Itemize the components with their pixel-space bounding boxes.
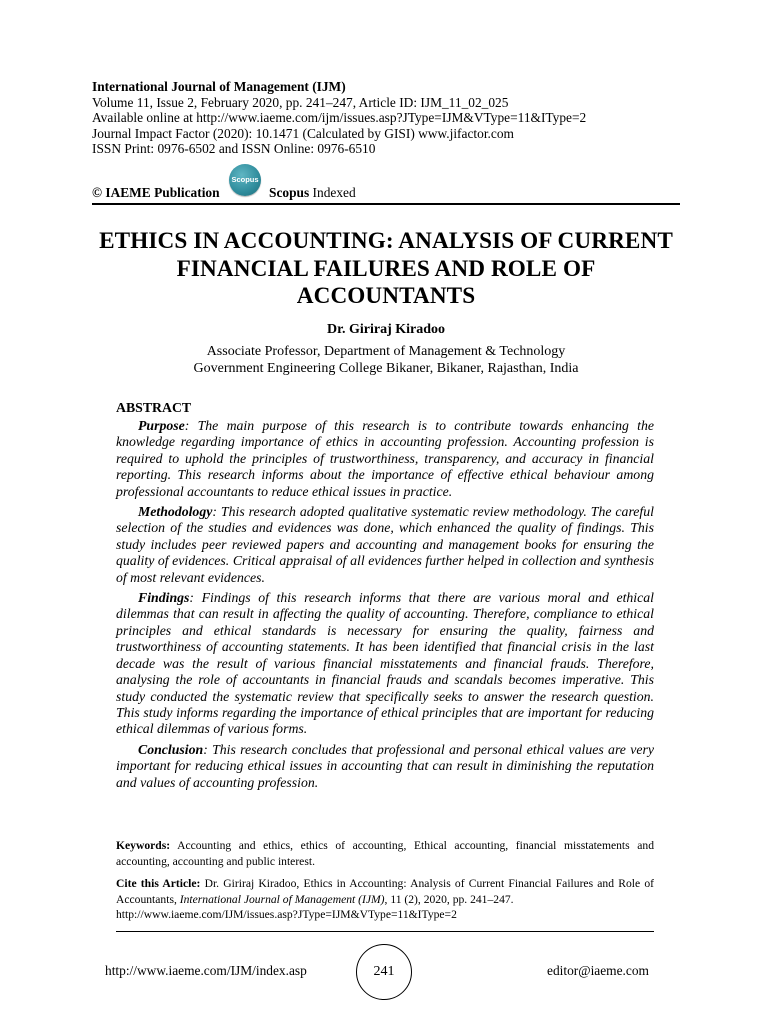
- header-divider: [92, 203, 680, 205]
- methodology-text: : This research adopted qualitative systematic review methodology. The careful selection of the studies and evidences was done, which enhanced the quality of findings. This study includes peer reviewed papers and accounting and management books for ensuring the quality of evidences. Critical appraisal of all evidences further helped in collection and synthesis of most relevant evidences.: [116, 504, 654, 585]
- cite-journal: International Journal of Management (IJM): [179, 892, 385, 906]
- scopus-indexed-text: Indexed: [309, 185, 356, 200]
- author-affiliation: [92, 344, 680, 377]
- volume-line: Volume 11, Issue 2, February 2020, pp. 241–247, Article ID: IJM_11_02_025: [92, 94, 509, 110]
- cite-text-2: , 11 (2), 2020, pp. 241–247.: [384, 892, 514, 906]
- cite-text-1: Dr. Giriraj Kiradoo, Ethics in Accounting: Analysis of Current Financial Failures and Role of Accountants,: [116, 877, 654, 906]
- keywords-block: [116, 838, 654, 869]
- cite-url[interactable]: http://www.iaeme.com/IJM/issues.asp?JType=IJM&VType=11&IType=2: [116, 908, 457, 922]
- journal-name: International Journal of Management (IJM): [92, 79, 346, 94]
- purpose-label: Purpose: [138, 418, 185, 433]
- keywords-text: Accounting and ethics, ethics of accounting, Ethical accounting, financial misstatements and accounting, accounting and public interest.: [116, 839, 654, 868]
- abstract-purpose: [116, 418, 654, 500]
- online-availability-line[interactable]: Available online at http://www.iaeme.com/ijm/issues.asp?JType=IJM&VType=11&IType=2: [92, 110, 587, 126]
- scopus-indexed: [269, 184, 356, 202]
- footer-url-link[interactable]: http://www.iaeme.com/IJM/index.asp: [105, 963, 307, 978]
- publisher: © IAEME Publication: [92, 185, 220, 200]
- abstract-body: [116, 418, 654, 795]
- citation-block: [116, 876, 654, 923]
- journal-header: [92, 79, 682, 157]
- footer-email-link[interactable]: editor@iaeme.com: [547, 963, 649, 978]
- affiliation-line-1: Associate Professor, Department of Management & Technology: [206, 344, 566, 359]
- findings-label: Findings: [138, 590, 190, 606]
- methodology-label: Methodology: [138, 504, 213, 520]
- abstract-conclusion: [116, 742, 654, 791]
- impact-factor-line: Journal Impact Factor (2020): 10.1471 (Calculated by GISI) www.jifactor.com: [92, 125, 514, 141]
- conclusion-label: Conclusion: [138, 741, 204, 757]
- findings-text: : Findings of this research informs that there are various moral and ethical dilemmas that can result in affecting the quality of accounting. Therefore, compliance to ethical principles and ethical standards is necessary for ensuring the quality, fairness and trustworthiness of accounting statements. It has been identified that financial crisis in the last decade was the result of various financial misstatements and financial frauds. Therefore, analysing the role of accountants in financial frauds and scandals becomes imperative. This study conducted the systematic review that specifically seeks to answer the research question. This study informs regarding the importance of ethical principles that are important for reducing ethical dilemmas of various forms.: [116, 590, 654, 737]
- page-number: 241: [356, 944, 412, 1000]
- cite-label: Cite this Article:: [116, 877, 201, 890]
- issn-line: ISSN Print: 0976-6502 and ISSN Online: 0976-6510: [92, 141, 376, 157]
- scopus-logo-icon: Scopus: [229, 164, 261, 196]
- article-title: ETHICS IN ACCOUNTING: ANALYSIS OF CURRENT FINANCIAL FAILURES AND ROLE OF ACCOUNTANTS: [99, 228, 673, 309]
- purpose-text: : The main purpose of this research is to contribute towards enhancing the knowledge regarding importance of ethics in accounting profession. Accounting profession is required to uphold the principles of trustworthiness, transparency, and accuracy in financial reporting. This research informs about the importance of effective ethical behaviour among professional accountants to reduce ethical issues in practice.: [116, 418, 654, 499]
- abstract-heading: ABSTRACT: [116, 400, 192, 415]
- abstract-findings: [116, 590, 654, 738]
- author-name: Dr. Giriraj Kiradoo: [326, 322, 446, 337]
- keywords-label: Keywords:: [116, 839, 171, 852]
- footer-divider: [116, 931, 654, 932]
- affiliation-line-2: Government Engineering College Bikaner, Bikaner, Rajasthan, India: [193, 360, 579, 376]
- abstract-methodology: [116, 504, 654, 586]
- scopus-indexed-bold: Scopus: [269, 185, 310, 200]
- conclusion-text: : This research concludes that professional and personal ethical values are very important for reducing ethical issues in accounting that can result in diminishing the reputation and values of accounting profession.: [116, 741, 654, 790]
